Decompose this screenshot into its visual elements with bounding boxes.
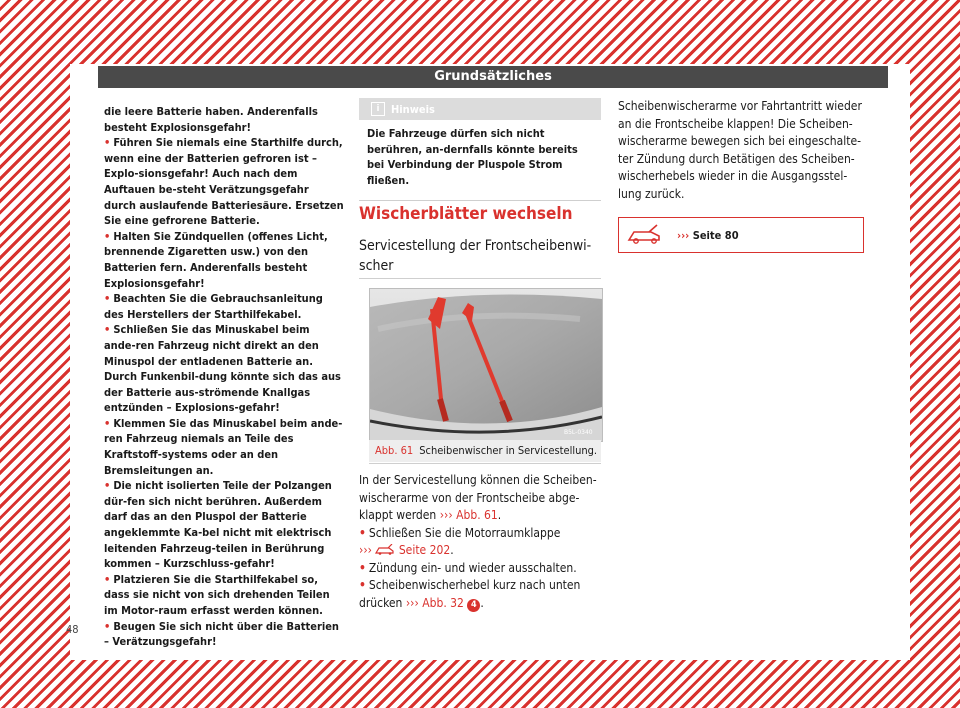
bullet-dot-icon: • — [359, 578, 366, 592]
note-text: Die Fahrzeuge dürfen sich nicht berühren, an-dernfalls könnte bereits bei Verbindung der Pluspole Strom fließen. — [367, 127, 578, 187]
bullet-dot-icon: • — [104, 619, 111, 633]
page-link[interactable]: ››› Seite 202 — [359, 543, 451, 557]
warning-bullet: • Klemmen Sie das Minuskabel beim ande-ren Fahrzeug niemals an Teile des Kraftstoff-systems oder an den Bremsleitungen an. — [104, 416, 343, 477]
note-box — [359, 98, 601, 201]
section-subtitle: Servicestellung der Frontscheibenwi-scher — [359, 238, 592, 274]
note-header — [359, 98, 601, 120]
figure-link[interactable]: ››› Abb. 32 — [405, 595, 464, 610]
car-hood-open-icon — [375, 544, 395, 555]
notice-text: Scheibenwischerarme vor Fahrtantritt wieder an die Frontscheibe klappen! Die Scheiben-wischerarme bewegen sich bei eingeschalte-ter Zündung durch Betätigen des Scheiben-wischerhebels wieder in die Ausgangsstel-lung zurück. — [618, 99, 862, 201]
figure-caption — [369, 440, 601, 462]
bullet-dot-icon: • — [104, 229, 111, 243]
figure-caption-text: Scheibenwischer in Servicestellung. — [419, 444, 598, 457]
step-bullet: • Zündung ein- und wieder ausschalten. — [359, 560, 577, 575]
wiper-column — [359, 98, 601, 658]
section-header: Grundsätzliches — [98, 66, 888, 88]
car-hood-open-icon — [627, 224, 663, 247]
warning-column — [104, 104, 344, 650]
warning-bullet: • Führen Sie niemals eine Starthilfe durch, wenn eine der Batterien gefroren ist – Explo-sionsgefahr! Auch nach dem Auftauen be-steht Verätzungsgefahr durch auslaufende Batteriesäure. Ersetzen Sie eine gefrorene Batterie. — [104, 136, 344, 228]
page-link[interactable]: ››› — [677, 228, 690, 242]
instruction-text — [359, 472, 599, 612]
bullet-dot-icon: • — [104, 416, 111, 430]
figure-link[interactable]: ››› Abb. 61 — [439, 508, 498, 522]
reference-box — [618, 217, 864, 253]
bullet-dot-icon: • — [359, 525, 366, 540]
step-bullet: • Schließen Sie die Motorraumklappe ››› Seite 202. — [359, 525, 561, 557]
section-title: Wischerblätter wechseln — [359, 204, 573, 224]
warning-bullet: • Die nicht isolierten Teile der Polzangen dür-fen sich nicht berühren. Außerdem darf das an den Pluspol der Batterie angeklemmte Ka-bel nicht mit elektrisch leitenden Fahrzeug-teilen in Berührung kommen – Kurzschluss-gefahr! — [104, 479, 332, 571]
subtitle-divider — [359, 278, 601, 279]
bullet-dot-icon: • — [104, 292, 111, 306]
warning-intro: die leere Batterie haben. Anderenfalls besteht Explosionsgefahr! — [104, 105, 318, 134]
warning-bullet: • Platzieren Sie die Starthilfekabel so, dass sie nicht von sich drehenden Teilen im Motor-raum erfasst werden können. — [104, 572, 330, 617]
page-number: 48 — [66, 623, 79, 636]
bullet-dot-icon: • — [104, 479, 111, 493]
manual-page — [66, 64, 910, 660]
step-bullet: • Scheibenwischerhebel kurz nach unten drücken ››› Abb. 32 4 . — [359, 578, 581, 610]
warning-bullet: • Schließen Sie das Minuskabel beim ande-ren Fahrzeug nicht direkt an den Minuspol der entladenen Batterie an. Durch Funkenbil-dung könnte sich das aus der Batterie aus-strömende Knallgas entzünden – Explosions-gefahr! — [104, 323, 341, 415]
reference-page[interactable]: Seite 80 — [692, 228, 739, 242]
wiper-figure — [369, 288, 603, 442]
figure-code: B5L-0340 — [564, 429, 593, 436]
warning-bullet: • Beugen Sie sich nicht über die Batterien – Verätzungsgefahr! — [104, 619, 339, 649]
figure-label: Abb. 61 — [375, 444, 414, 457]
warning-bullet: • Halten Sie Zündquellen (offenes Licht, brennende Zigaretten usw.) von den Batterien fern. Anderenfalls besteht Explosionsgefahr! — [104, 229, 328, 290]
notice-column — [618, 98, 864, 253]
intro-paragraph: In der Servicestellung können die Scheiben-wischerarme von der Frontscheibe abge-klappt werden ››› Abb. 61. — [359, 473, 597, 522]
note-title: Hinweis — [391, 102, 435, 116]
info-icon: i — [371, 102, 385, 116]
wiper-illustration — [370, 289, 602, 441]
bullet-dot-icon: • — [104, 572, 111, 586]
callout-number: 4 — [467, 599, 480, 612]
bullet-dot-icon: • — [104, 323, 111, 337]
bullet-dot-icon: • — [359, 560, 366, 575]
warning-bullet: • Beachten Sie die Gebrauchsanleitung des Herstellers der Starthilfekabel. — [104, 292, 323, 321]
caption-divider — [369, 463, 601, 464]
bullet-dot-icon: • — [104, 136, 111, 150]
